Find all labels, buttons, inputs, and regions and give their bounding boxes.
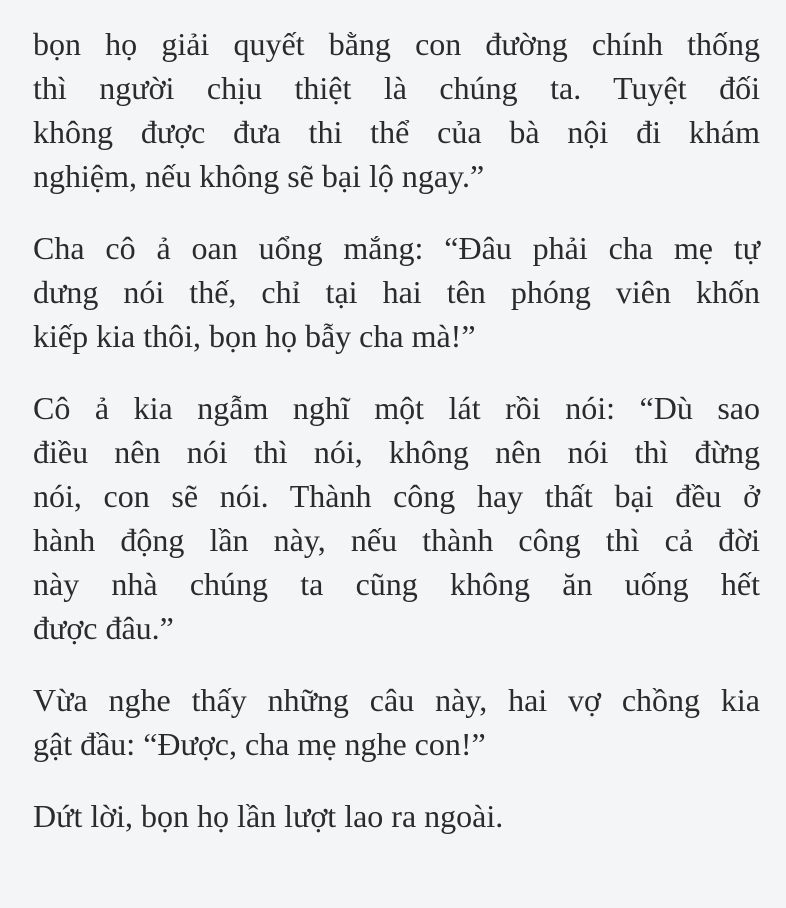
text-line: không được đưa thi thể của bà nội đi khám	[33, 114, 760, 150]
text-line: dưng nói thế, chỉ tại hai tên phóng viên khốn	[33, 274, 760, 310]
paragraph	[33, 794, 760, 838]
paragraph	[33, 226, 760, 358]
text-line: này nhà chúng ta cũng không ăn uống hết	[33, 566, 760, 602]
text-line: Cô ả kia ngẫm nghĩ một lát rồi nói: “Dù sao	[33, 390, 760, 426]
text-line: bọn họ giải quyết bằng con đường chính thống	[33, 26, 760, 62]
paragraph	[33, 386, 760, 650]
text-line: Dứt lời, bọn họ lần lượt lao ra ngoài.	[33, 798, 504, 834]
text-line: hành động lần này, nếu thành công thì cả đời	[33, 522, 760, 558]
paragraph	[33, 678, 760, 766]
text-line: nói, con sẽ nói. Thành công hay thất bại đều ở	[33, 478, 760, 514]
text-line: Cha cô ả oan uổng mắng: “Đâu phải cha mẹ tự	[33, 230, 760, 266]
text-line: Vừa nghe thấy những câu này, hai vợ chồng kia	[33, 682, 760, 718]
text-line: điều nên nói thì nói, không nên nói thì đừng	[33, 434, 760, 470]
text-line: được đâu.”	[33, 610, 174, 646]
paragraph	[33, 22, 760, 198]
text-line: thì người chịu thiệt là chúng ta. Tuyệt đối	[33, 70, 760, 106]
text-line: gật đầu: “Được, cha mẹ nghe con!”	[33, 726, 486, 762]
text-line: nghiệm, nếu không sẽ bại lộ ngay.”	[33, 158, 485, 194]
text-line: kiếp kia thôi, bọn họ bẫy cha mà!”	[33, 318, 476, 354]
